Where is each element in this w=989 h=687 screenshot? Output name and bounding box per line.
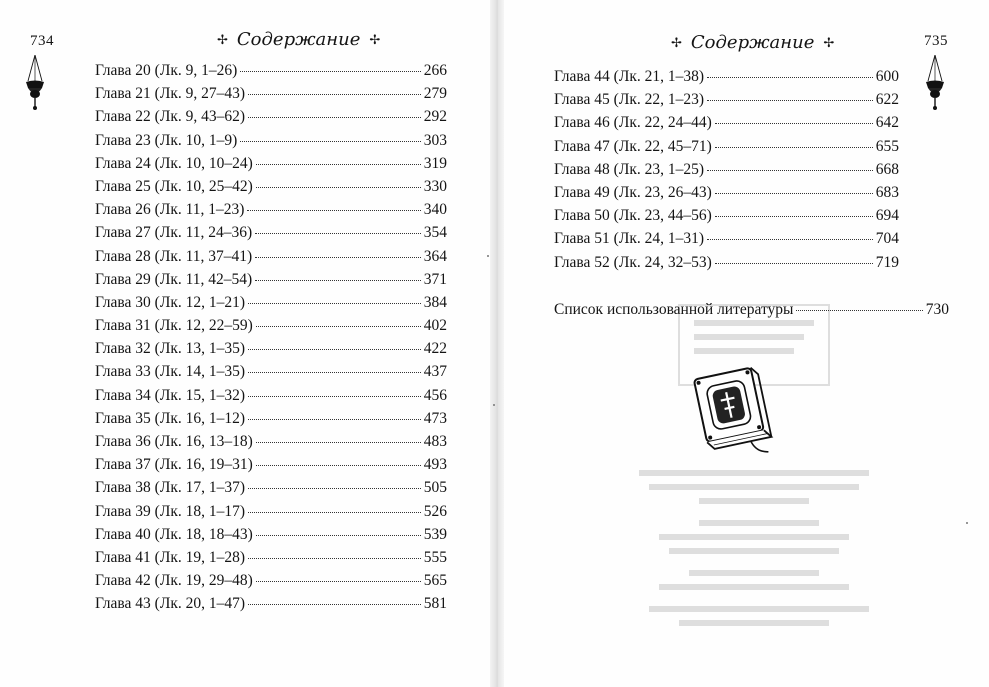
chapter-title: Глава 33 (Лк. 14, 1–35): [95, 363, 246, 381]
cross-ornament-icon: ✢: [369, 33, 381, 48]
toc-entry[interactable]: [95, 294, 447, 317]
toc-entry[interactable]: [95, 155, 447, 178]
toc-entry[interactable]: [95, 340, 447, 363]
leader-dots: [248, 94, 421, 95]
toc-entry[interactable]: [95, 410, 447, 433]
leader-dots: [256, 187, 421, 188]
toc-entry[interactable]: [95, 503, 447, 526]
cross-ornament-icon: ✢: [217, 33, 228, 48]
leader-dots: [715, 216, 873, 217]
chapter-title: Глава 21 (Лк. 9, 27–43): [95, 85, 246, 103]
chapter-title: Глава 23 (Лк. 10, 1–9): [95, 131, 238, 149]
chapter-page-number: 266: [423, 62, 447, 79]
chapter-page-number: 539: [423, 525, 447, 543]
toc-entry[interactable]: [95, 456, 447, 479]
toc-entry[interactable]: [95, 85, 447, 108]
toc-entry[interactable]: [554, 230, 899, 253]
chapter-title: Глава 27 (Лк. 11, 24–36): [95, 224, 253, 242]
cross-ornament-icon: ✢: [671, 36, 682, 51]
chapter-page-number: 402: [423, 317, 447, 335]
chapter-title: Глава 32 (Лк. 13, 1–35): [95, 340, 246, 358]
chapter-title: Глава 39 (Лк. 18, 1–17): [95, 502, 246, 520]
leader-dots: [248, 419, 421, 420]
leader-dots: [248, 558, 421, 559]
paper-speck: [966, 522, 968, 524]
leader-dots: [707, 239, 873, 240]
leader-dots: [248, 349, 421, 350]
header-title: Содержание: [690, 32, 815, 53]
toc-entry[interactable]: [95, 178, 447, 201]
chapter-title: Глава 49 (Лк. 23, 26–43): [554, 183, 712, 201]
page-number-right: 735: [924, 33, 948, 49]
book-gutter: [490, 0, 504, 687]
chapter-page-number: 279: [423, 85, 447, 103]
toc-entry[interactable]: [95, 224, 447, 247]
chapter-title: Глава 44 (Лк. 21, 1–38): [554, 68, 705, 85]
chapter-title: Глава 46 (Лк. 22, 24–44): [554, 114, 712, 132]
chapter-page-number: 493: [423, 456, 447, 474]
toc-entry[interactable]: [554, 114, 899, 137]
cross-ornament-icon: ✢: [823, 36, 835, 51]
chapter-page-number: 292: [423, 108, 447, 126]
chapter-title: Глава 52 (Лк. 24, 32–53): [554, 253, 712, 271]
toc-entry[interactable]: [554, 161, 899, 184]
chapter-title: Глава 48 (Лк. 23, 1–25): [554, 160, 705, 178]
toc-entry[interactable]: [95, 201, 447, 224]
leader-dots: [707, 170, 873, 171]
chapter-page-number: 364: [423, 247, 447, 265]
leader-dots: [248, 604, 421, 605]
toc-entry[interactable]: [95, 62, 447, 85]
toc-entry[interactable]: [95, 317, 447, 340]
toc-entry[interactable]: [95, 387, 447, 410]
leader-dots: [248, 512, 421, 513]
leader-dots: [715, 263, 873, 264]
chapter-page-number: 683: [875, 183, 899, 201]
chapter-page-number: 655: [875, 137, 899, 155]
chapter-title: Глава 20 (Лк. 9, 1–26): [95, 62, 238, 79]
chapter-page-number: 704: [875, 230, 899, 248]
leader-dots: [796, 310, 922, 311]
chapter-page-number: 555: [423, 548, 447, 566]
chapter-title: Глава 50 (Лк. 23, 44–56): [554, 207, 712, 225]
toc-entry[interactable]: [554, 207, 899, 230]
chapter-title: Глава 38 (Лк. 17, 1–37): [95, 479, 246, 497]
leader-dots: [256, 465, 421, 466]
chapter-title: Глава 45 (Лк. 22, 1–23): [554, 91, 705, 109]
toc-entry[interactable]: [554, 91, 899, 114]
chapter-title: Глава 25 (Лк. 10, 25–42): [95, 177, 253, 195]
toc-entry[interactable]: [95, 526, 447, 549]
leader-dots: [240, 141, 420, 142]
leader-dots: [715, 193, 873, 194]
leader-dots: [255, 257, 421, 258]
chapter-page-number: 642: [875, 114, 899, 132]
chapter-title: Глава 35 (Лк. 16, 1–12): [95, 409, 246, 427]
toc-entry[interactable]: [95, 108, 447, 131]
toc-entry[interactable]: [95, 363, 447, 386]
chapter-title: Глава 29 (Лк. 11, 42–54): [95, 270, 253, 288]
chapter-page-number: 565: [423, 572, 447, 590]
page-number-left: 734: [30, 33, 54, 49]
toc-entry[interactable]: [95, 572, 447, 595]
leader-dots: [256, 581, 421, 582]
leader-dots: [256, 164, 421, 165]
chapter-page-number: 581: [423, 595, 447, 613]
chapter-page-number: 505: [423, 479, 447, 497]
toc-entry[interactable]: [95, 271, 447, 294]
chapter-page-number: 319: [423, 154, 447, 172]
chapter-page-number: 354: [423, 224, 447, 242]
chapter-page-number: 473: [423, 409, 447, 427]
header-title: Содержание: [236, 29, 361, 50]
chapter-page-number: 456: [423, 386, 447, 404]
leader-dots: [255, 280, 421, 281]
bleed-through-text: [639, 300, 869, 630]
chapter-page-number: 526: [423, 502, 447, 520]
toc-entry[interactable]: [95, 132, 447, 155]
book-with-cross-icon: [689, 360, 779, 460]
chapter-title: Глава 31 (Лк. 12, 22–59): [95, 317, 253, 335]
chapter-page-number: 303: [423, 131, 447, 149]
hanging-lamp-icon: [24, 55, 46, 111]
chapter-page-number: 483: [423, 433, 447, 450]
chapter-title: Глава 42 (Лк. 19, 29–48): [95, 572, 253, 590]
toc-entry[interactable]: [95, 433, 447, 456]
chapter-title: Глава 41 (Лк. 19, 1–28): [95, 548, 246, 566]
chapter-title: Глава 34 (Лк. 15, 1–32): [95, 386, 246, 404]
bibliography-page: 730: [925, 301, 949, 318]
chapter-title: Глава 51 (Лк. 24, 1–31): [554, 230, 705, 248]
leader-dots: [256, 535, 421, 536]
leader-dots: [248, 488, 421, 489]
toc-list-right: [554, 68, 899, 277]
leader-dots: [715, 147, 873, 148]
chapter-title: Глава 30 (Лк. 12, 1–21): [95, 293, 246, 311]
toc-entry[interactable]: [95, 479, 447, 502]
leader-dots: [707, 77, 873, 78]
chapter-page-number: 384: [423, 293, 447, 311]
leader-dots: [248, 117, 421, 118]
paper-speck: [487, 255, 489, 257]
chapter-page-number: 340: [423, 201, 447, 219]
chapter-title: Глава 43 (Лк. 20, 1–47): [95, 595, 246, 613]
chapter-page-number: 600: [875, 68, 899, 85]
chapter-page-number: 437: [423, 363, 447, 381]
chapter-title: Глава 22 (Лк. 9, 43–62): [95, 108, 246, 126]
leader-dots: [707, 100, 873, 101]
chapter-page-number: 694: [875, 207, 899, 225]
leader-dots: [255, 233, 421, 234]
chapter-title: Глава 24 (Лк. 10, 10–24): [95, 154, 253, 172]
chapter-title: Глава 28 (Лк. 11, 37–41): [95, 247, 253, 265]
chapter-page-number: 422: [423, 340, 447, 358]
chapter-page-number: 719: [875, 253, 899, 271]
hanging-lamp-icon: [924, 55, 946, 111]
toc-entry[interactable]: [95, 248, 447, 271]
chapter-title: Глава 36 (Лк. 16, 13–18): [95, 433, 253, 450]
toc-entry[interactable]: [554, 138, 899, 161]
toc-entry[interactable]: [95, 549, 447, 572]
bibliography-title: Список использованной литературы: [554, 301, 794, 318]
chapter-page-number: 668: [875, 160, 899, 178]
leader-dots: [240, 71, 420, 72]
chapter-title: Глава 40 (Лк. 18, 18–43): [95, 525, 253, 543]
paper-speck: [493, 404, 495, 406]
leader-dots: [248, 396, 421, 397]
bibliography-entry[interactable]: [554, 301, 949, 319]
leader-dots: [248, 303, 421, 304]
chapter-title: Глава 47 (Лк. 22, 45–71): [554, 137, 712, 155]
leader-dots: [715, 123, 873, 124]
chapter-page-number: 371: [423, 270, 447, 288]
toc-entry[interactable]: [554, 68, 899, 91]
running-header-left: [208, 29, 389, 50]
chapter-page-number: 622: [875, 91, 899, 109]
leader-dots: [247, 210, 420, 211]
leader-dots: [248, 372, 421, 373]
chapter-title: Глава 26 (Лк. 11, 1–23): [95, 201, 245, 219]
leader-dots: [256, 326, 421, 327]
leader-dots: [256, 442, 421, 443]
toc-entry[interactable]: [95, 595, 447, 618]
running-header-right: [662, 32, 843, 53]
toc-entry[interactable]: [554, 184, 899, 207]
left-page: [0, 0, 490, 687]
chapter-title: Глава 37 (Лк. 16, 19–31): [95, 456, 253, 474]
chapter-page-number: 330: [423, 177, 447, 195]
right-page: [504, 0, 989, 687]
toc-entry[interactable]: [554, 254, 899, 277]
toc-list-left: [95, 62, 447, 619]
